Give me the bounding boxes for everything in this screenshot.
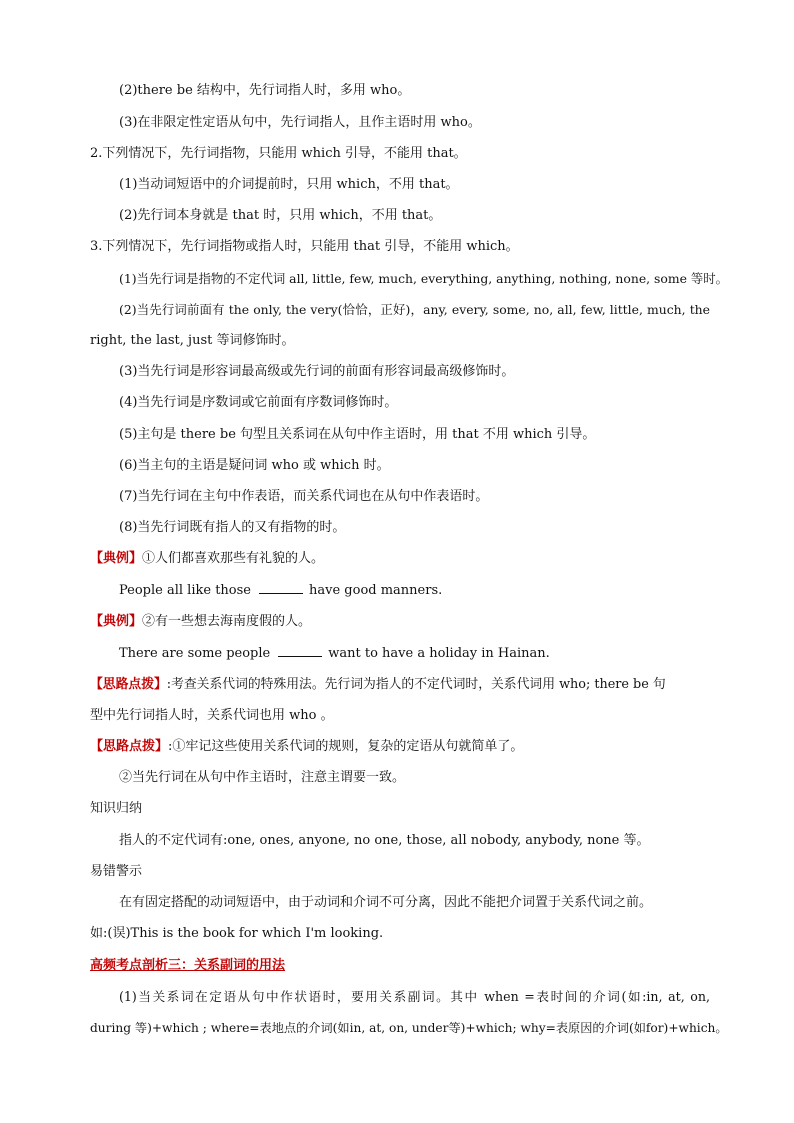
example-2-english <box>119 644 710 663</box>
example-tag: 【典例】 <box>90 614 143 629</box>
summary-title: 知识归纳 <box>90 801 143 816</box>
rule-3-2-line1: (2)当先行词前面有 the only, the very(恰恰，正好)，any, every, some, no, all, few, little, much, the <box>119 302 710 317</box>
warning-example: 如:(误)This is the book for which I'm looking. <box>90 926 384 941</box>
section-heading: 高频考点剖析三：关系副词的用法 <box>90 958 286 973</box>
rule-3-4: (4)当先行词是序数词或它前面有序数词修饰时。 <box>119 395 398 410</box>
example-1-en-part-a: People all like those <box>119 583 251 598</box>
warning-title: 易错警示 <box>90 864 143 879</box>
tip-2 <box>90 738 710 756</box>
rule-there-be-who: (2)there be 结构中，先行词指人时，多用 who。 <box>119 83 411 98</box>
example-tag: 【典例】 <box>90 551 143 566</box>
warning-text: 在有固定搭配的动词短语中，由于动词和介词不可分离，因此不能把介词置于关系代词之前。 <box>119 895 653 910</box>
example-2-text: ②有一些想去海南度假的人。 <box>142 614 312 629</box>
example-2-en-part-a: There are some people <box>119 646 271 661</box>
adverb-rule-line2: during 等)+which ; where=表地点的介词(如in, at, on, under等)+which; why=表原因的介词(如for)+which。 <box>90 1021 728 1035</box>
example-2-en-part-b: want to have a holiday in Hainan. <box>328 646 550 661</box>
example-2 <box>90 613 710 631</box>
rule-3-5: (5)主句是 there be 句型且关系词在从句中作主语时，用 that 不用 which 引导。 <box>119 427 596 442</box>
answer-blank <box>278 644 322 657</box>
rule-3-heading: 3.下列情况下，先行词指物或指人时，只能用 that 引导，不能用 which。 <box>90 239 519 254</box>
example-1-english <box>119 581 710 600</box>
tip-2-text: :①牢记这些使用关系代词的规则，复杂的定语从句就简单了。 <box>168 739 524 754</box>
rule-2-2: (2)先行词本身就是 that 时，只用 which，不用 that。 <box>119 208 442 223</box>
adverb-rule-line1: (1)当关系词在定语从句中作状语时，要用关系副词。其中 when =表时间的介词(如:in, at, on, <box>119 989 710 1004</box>
tip-1-continued: 型中先行词指人时，关系代词也用 who 。 <box>90 708 334 723</box>
rule-3-1: (1)当先行词是指物的不定代词 all, little, few, much, everything, anything, nothing, none, some 等时。 <box>119 271 729 286</box>
tip-1 <box>90 676 710 694</box>
rule-3-7: (7)当先行词在主句中作表语，而关系代词也在从句中作表语时。 <box>119 489 489 504</box>
tip-tag: 【思路点拨】 <box>90 677 167 692</box>
rule-3-3: (3)当先行词是形容词最高级或先行词的前面有形容词最高级修饰时。 <box>119 364 515 379</box>
tip-2-continued: ②当先行词在从句中作主语时，注意主谓要一致。 <box>119 770 406 785</box>
answer-blank <box>259 581 303 594</box>
tip-tag: 【思路点拨】 <box>90 739 169 754</box>
summary-text: 指人的不定代词有:one, ones, anyone, no one, those, all nobody, anybody, none 等。 <box>119 833 650 848</box>
rule-nonrestrictive-who: (3)在非限定性定语从句中，先行词指人，且作主语时用 who。 <box>119 115 481 130</box>
rule-2-heading: 2.下列情况下，先行词指物，只能用 which 引导，不能用 that。 <box>90 146 467 161</box>
example-1-en-part-b: have good manners. <box>309 583 443 598</box>
example-1-text: ①人们都喜欢那些有礼貌的人。 <box>142 551 325 566</box>
rule-3-2-line2: right, the last, just 等词修饰时。 <box>90 333 295 348</box>
rule-2-1: (1)当动词短语中的介词提前时，只用 which，不用 that。 <box>119 177 459 192</box>
rule-3-6: (6)当主句的主语是疑问词 who 或 which 时。 <box>119 458 390 473</box>
rule-3-8: (8)当先行词既有指人的又有指物的时。 <box>119 520 346 535</box>
example-1 <box>90 550 710 568</box>
tip-1-text: :考查关系代词的特殊用法。先行词为指人的不定代词时，关系代词用 who; there be 句 <box>166 677 666 692</box>
